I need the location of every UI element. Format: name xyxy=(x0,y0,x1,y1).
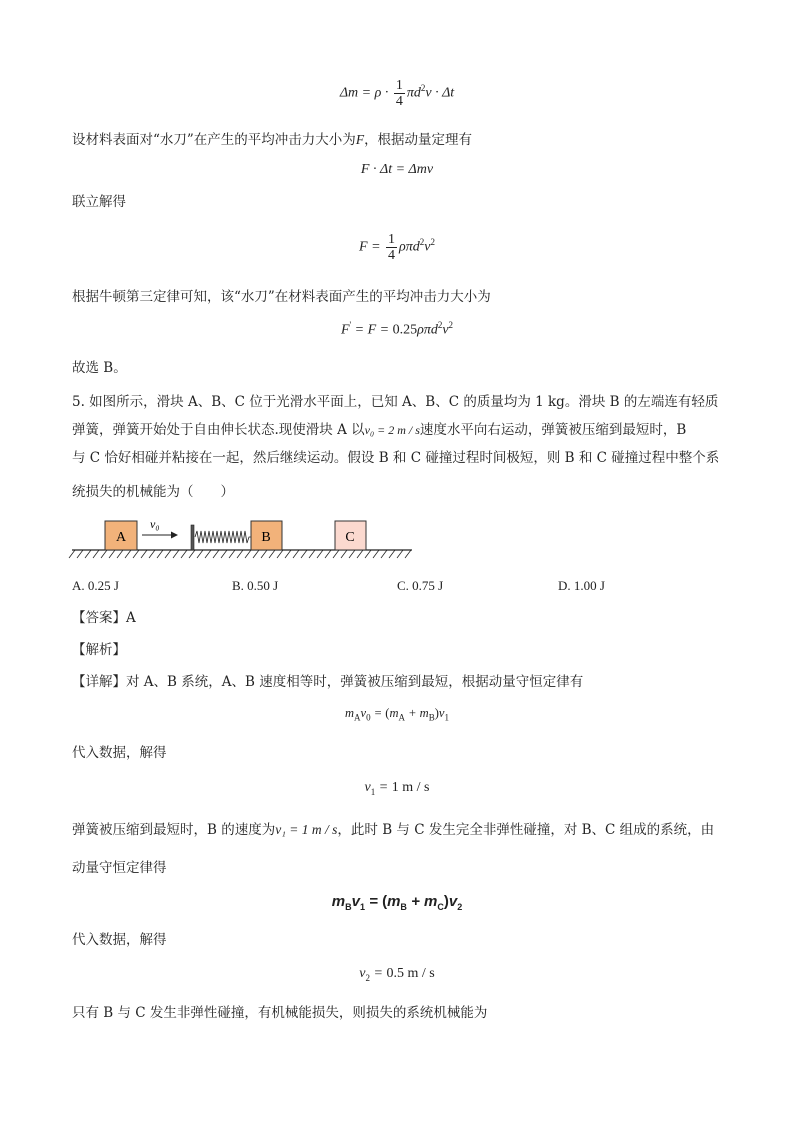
paragraph-impulse-theorem: 设材料表面对“水刀”在产生的平均冲击力大小为F，根据动量定理有 xyxy=(72,132,473,148)
answer-label: 【答案】A xyxy=(72,610,136,626)
velocity-arrowhead xyxy=(171,532,178,539)
option-a: A. 0.25 J xyxy=(72,578,119,593)
paragraph-combine: 联立解得 xyxy=(72,194,126,210)
ground-hatch xyxy=(69,550,411,558)
detail-paragraph: 【详解】对 A、B 系统，A、B 速度相等时，弹簧被压缩到最短，根据动量守恒定律有 xyxy=(72,674,584,690)
option-c: C. 0.75 J xyxy=(397,578,444,593)
substitute-1: 代入数据，解得 xyxy=(72,745,167,761)
spring-plate xyxy=(191,525,194,550)
substitute-2: 代入数据，解得 xyxy=(72,932,167,948)
equation-force: F = $\frac{1}{4}$ $\rho\pi d^2v^2$ xyxy=(359,232,435,263)
equation-reaction-force: $F' = F = 0.25\rho\pi d^2v^2$ xyxy=(340,320,454,338)
option-d: D. 1.00 J xyxy=(558,578,605,593)
equation-mass-element: Δm = ρ · $\frac{1}{4}$ $\pi d^2v \cdot \Delta t$ xyxy=(339,78,455,109)
question-line-1: 5. 如图所示，滑块 A、B、C 位于光滑水平面上，已知 A、B、C 的质量均为 1 kg。滑块 B 的左端连有轻质 xyxy=(72,394,719,410)
question-line-4: 统损失的机械能为（ ） xyxy=(72,484,234,500)
paragraph-choose-b: 故选 B。 xyxy=(72,360,127,376)
paragraph-energy-loss: 只有 B 与 C 发生非弹性碰撞，有机械能损失，则损失的系统机械能为 xyxy=(72,1005,488,1021)
paragraph-momentum-conservation: 动量守恒定律得 xyxy=(72,860,167,876)
equation-momentum-ab: $m_Av_0 = (m_A + m_B)v_1$ xyxy=(345,706,449,723)
question-line-2: 弹簧，弹簧开始处于自由伸长状态.现使滑块 A 以v₀ = 2 m / s速度水平向右运动，弹簧被压缩到最短时，B xyxy=(72,422,687,438)
block-b-label: B xyxy=(261,530,271,545)
equation-momentum-bc: $m_Bv_1 = (m_B + m_C)v_2$ xyxy=(331,893,463,912)
equation-v2: $v_2 = 0.5$ m / s xyxy=(359,966,435,983)
block-a-label: A xyxy=(115,530,127,545)
equation-impulse: F · Δt = Δmv xyxy=(360,162,434,177)
paragraph-bc-collision: 弹簧被压缩到最短时，B 的速度为v₁ = 1 m / s，此时 B 与 C 发生完全非弹性碰撞，对 B、C 组成的系统，由 xyxy=(72,822,715,838)
analysis-label: 【解析】 xyxy=(72,642,126,658)
spring xyxy=(195,531,251,543)
velocity-label: v₀ xyxy=(150,517,160,531)
paragraph-newton-third: 根据牛顿第三定律可知，该“水刀”在材料表面产生的平均冲击力大小为 xyxy=(72,289,491,305)
equation-v1: $v_1 = 1$ m / s xyxy=(364,780,430,797)
question-line-3: 与 C 恰好相碰并粘接在一起，然后继续运动。假设 B 和 C 碰撞过程时间极短，则 B 和 C 碰撞过程中整个系 xyxy=(72,450,720,466)
block-c-label: C xyxy=(345,530,355,545)
option-b: B. 0.50 J xyxy=(232,578,279,593)
